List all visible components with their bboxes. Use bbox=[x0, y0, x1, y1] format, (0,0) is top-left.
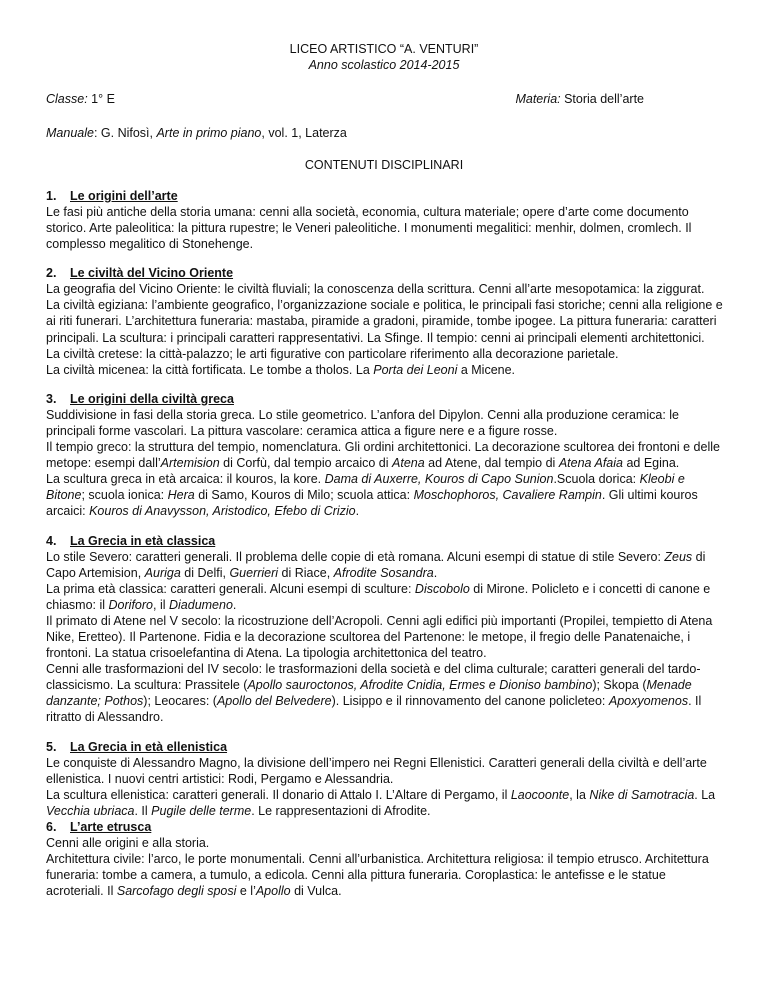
text-run: di Capo Artemision, bbox=[46, 549, 706, 580]
text-run: . Gli ultimi kouros arcaici: bbox=[46, 488, 698, 519]
text-run: di Riace, bbox=[278, 565, 334, 580]
textbook-title: Arte in primo piano bbox=[156, 126, 262, 140]
syllabus-section bbox=[46, 188, 726, 252]
text-run: Suddivisione in fasi della storia greca. Lo stile geometrico. L’anfora del Dipylon. Cenni alla produzione ceramica: le principali forme vascolari. La pittura vascolare: ceramica attica a figure nere e a figure rosse. bbox=[46, 407, 679, 438]
section-title-text: La Grecia in età classica bbox=[70, 533, 216, 548]
textbook-label: Manuale bbox=[46, 126, 94, 140]
italic-text: Zeus bbox=[664, 549, 693, 564]
italic-text: Hera bbox=[167, 488, 195, 503]
text-run: .Scuola dorica: bbox=[553, 472, 640, 487]
section-title bbox=[46, 819, 726, 835]
italic-text: Kleobi e Bitone bbox=[46, 472, 685, 503]
section-title-text: Le origini della civiltà greca bbox=[70, 391, 234, 406]
syllabus-sections bbox=[46, 188, 726, 912]
section-paragraph bbox=[46, 755, 726, 787]
italic-text: Auriga bbox=[144, 565, 181, 580]
section-title-text: Le origini dell’arte bbox=[70, 189, 178, 203]
italic-text: Afrodite Sosandra bbox=[333, 565, 434, 580]
section-paragraph bbox=[46, 204, 726, 252]
italic-text: Guerrieri bbox=[229, 565, 279, 580]
text-run: ; scuola ionica: bbox=[81, 488, 168, 503]
text-run: ); Leocares: ( bbox=[143, 694, 217, 709]
subject-line bbox=[515, 92, 644, 106]
italic-text: Discobolo bbox=[414, 581, 470, 596]
italic-text: Apoxyomenos bbox=[608, 694, 689, 709]
section-paragraph bbox=[46, 407, 726, 439]
text-run: ad Atene, dal tempio di bbox=[424, 456, 559, 471]
section-paragraph bbox=[46, 346, 726, 362]
section-title bbox=[46, 391, 726, 407]
class-label: Classe: bbox=[46, 92, 88, 106]
italic-text: Diadumeno bbox=[168, 597, 233, 612]
section-paragraph bbox=[46, 362, 726, 378]
syllabus-section bbox=[46, 265, 726, 378]
section-paragraph bbox=[46, 581, 726, 613]
text-run: Cenni alle trasformazioni del IV secolo: le trasformazioni della società e del clima culturale; caratteri generali del tardo-classicismo. La scultura: Prassitele ( bbox=[46, 662, 701, 693]
text-run: . La bbox=[694, 787, 716, 802]
section-title bbox=[46, 265, 726, 281]
school-year: Anno scolastico 2014-2015 bbox=[308, 58, 460, 72]
italic-text: Porta dei Leoni bbox=[373, 362, 458, 377]
text-run: La scultura greca in età arcaica: il kouros, la kore. bbox=[46, 472, 325, 487]
italic-text: Dama di Auxerre, Kouros di Capo Sunion bbox=[324, 472, 554, 487]
section-title bbox=[46, 188, 726, 204]
syllabus-section bbox=[46, 819, 726, 899]
section-paragraph bbox=[46, 787, 726, 819]
text-run: Cenni alle origini e alla storia. bbox=[46, 835, 210, 850]
section-number: 3. bbox=[46, 391, 57, 406]
italic-text: Apollo bbox=[255, 884, 291, 899]
school-name: LICEO ARTISTICO “A. VENTURI” bbox=[289, 42, 479, 56]
text-run: ); Skopa ( bbox=[592, 678, 647, 693]
text-run: . bbox=[433, 565, 438, 580]
section-number: 5. bbox=[46, 739, 57, 754]
italic-text: Apollo del Belvedere bbox=[216, 694, 332, 709]
section-title bbox=[46, 533, 726, 549]
text-run: Il primato di Atene nel V secolo: la ricostruzione dell’Acropoli. Cenni agli edifici più importanti (Propilei, tempietto di Atena Nike, Eretteo). Il Partenone. Fidia e la decorazione scultorea del Partenone: le metope, il fregio delle Panatenaiche, i frontoni. La statua crisoelefantina di Atena. La tipologia architettonica del teatro. bbox=[46, 613, 713, 661]
text-run: La civiltà cretese: la città-palazzo; le arti figurative con particolare riferimento alla decorazione parietale. bbox=[46, 346, 619, 361]
italic-text: Menade danzante; Pothos bbox=[46, 678, 692, 709]
section-paragraph bbox=[46, 439, 726, 471]
italic-text: Atena bbox=[392, 456, 425, 471]
section-paragraph bbox=[46, 281, 726, 297]
italic-text: Laocoonte bbox=[510, 787, 570, 802]
italic-text: Doriforo bbox=[108, 597, 153, 612]
italic-text: Artemision bbox=[160, 456, 220, 471]
italic-text: Sarcofago degli sposi bbox=[116, 884, 237, 899]
section-title-text: La Grecia in età ellenistica bbox=[70, 739, 228, 754]
section-paragraph bbox=[46, 549, 726, 581]
section-title bbox=[46, 739, 726, 755]
text-run: . Il ritratto di Alessandro. bbox=[46, 694, 702, 725]
italic-text: Atena Afaia bbox=[558, 456, 623, 471]
italic-text: Nike di Samotracia bbox=[589, 787, 695, 802]
text-run: Lo stile Severo: caratteri generali. Il problema delle copie di età romana. Alcuni esempi di statue di stile Severo: bbox=[46, 549, 665, 564]
text-run: di Vulca. bbox=[290, 884, 342, 899]
section-paragraph bbox=[46, 471, 726, 519]
syllabus-section bbox=[46, 739, 726, 819]
text-run: di Samo, Kouros di Milo; scuola attica: bbox=[194, 488, 414, 503]
textbook-volume: , vol. 1, Laterza bbox=[261, 126, 347, 140]
syllabus-section bbox=[46, 391, 726, 520]
textbook-author: : G. Nifosì, bbox=[93, 126, 157, 140]
text-run: La prima età classica: caratteri generali. Alcuni esempi di sculture: bbox=[46, 581, 415, 596]
text-run: di Corfù, dal tempio arcaico di bbox=[219, 456, 393, 471]
italic-text: Apollo sauroctonos, Afrodite Cnidia, Ermes e Dioniso bambino bbox=[247, 678, 593, 693]
section-number: 2. bbox=[46, 266, 57, 281]
syllabus-section bbox=[46, 533, 726, 726]
italic-text: Pugile delle terme bbox=[151, 803, 252, 818]
text-run: . Il bbox=[134, 803, 152, 818]
text-run: Architettura civile: l’arco, le porte monumentali. Cenni all’urbanistica. Architettura religiosa: il tempio etrusco. Architettura funeraria: tombe a camera, a tumulo, a edicola. Cenni alla pittura funeraria. Coroplastica: le antefisse e le statue acroteriali. Il bbox=[46, 852, 709, 899]
text-run: La civiltà micenea: la città fortificata. Le tombe a tholos. La bbox=[46, 362, 374, 377]
class-line bbox=[46, 92, 115, 106]
section-title-text: Le civiltà del Vicino Oriente bbox=[70, 266, 234, 281]
section-number: 1. bbox=[46, 189, 57, 203]
text-run: e l’ bbox=[236, 884, 256, 899]
text-run: ). Lisippo e il rinnovamento del canone policleteo: bbox=[331, 694, 609, 709]
text-run: La civiltà egiziana: l’ambiente geografico, l’organizzazione sociale e politica, le principali fasi storiche; cenni alla religione e ai riti funerari. L’architettura funeraria: mastaba, piramide a gradoni, piramide, tombe ipogee. La pittura funeraria: caratteri principali. La scultura: i principali caratteri rappresentativi. La Sfinge. Il tempio: cenni ai principali elementi architettonici. bbox=[46, 298, 723, 345]
section-paragraph bbox=[46, 613, 726, 661]
section-title-text: L’arte etrusca bbox=[70, 819, 152, 834]
italic-text: Moschophoros, Cavaliere Rampin bbox=[413, 488, 602, 503]
text-run: La geografia del Vicino Oriente: le civiltà fluviali; la conoscenza della scrittura. Cenni all’arte mesopotamica: la ziggurat. bbox=[46, 282, 705, 297]
subject-label: Materia: bbox=[515, 92, 561, 106]
section-heading: CONTENUTI DISCIPLINARI bbox=[304, 158, 464, 172]
text-run: ad Egina. bbox=[622, 456, 680, 471]
subject-value: Storia dell’arte bbox=[560, 92, 644, 106]
italic-text: Vecchia ubriaca bbox=[46, 803, 135, 818]
italic-text: Kouros di Anavysson, Aristodico, Efebo di Crizio bbox=[89, 504, 356, 519]
textbook-line bbox=[46, 126, 347, 140]
text-run: Il tempio greco: la struttura del tempio, nomenclatura. Gli ordini architettonici. La decorazione scultorea dei frontoni e delle metope: esempi dall’ bbox=[46, 440, 720, 471]
class-value: 1° E bbox=[87, 92, 115, 106]
text-run: a Micene. bbox=[457, 362, 516, 377]
text-run: . Le rappresentazioni di Afrodite. bbox=[251, 803, 431, 818]
text-run: Le fasi più antiche della storia umana: cenni alla società, economia, cultura materiale; opere d’arte come documento storico. Arte paleolitica: la pittura rupestre; le Veneri paleolitiche. I monumenti megalitici: menhir, dolmen, cromlech. Il complesso megalitico di Stonehenge. bbox=[46, 205, 692, 252]
text-run: di Mirone. Policleto e i concetti di canone e chiasmo: il bbox=[46, 581, 711, 612]
section-number: 6. bbox=[46, 819, 57, 834]
section-paragraph bbox=[46, 661, 726, 725]
section-paragraph bbox=[46, 297, 726, 345]
text-run: Le conquiste di Alessandro Magno, la divisione dell’impero nei Regni Ellenistici. Caratteri generali della civiltà e dell’arte ellenistica. I nuovi centri artistici: Rodi, Pergamo e Alessandria. bbox=[46, 755, 707, 786]
text-run: . bbox=[355, 504, 360, 519]
section-paragraph bbox=[46, 835, 726, 851]
text-run: , la bbox=[569, 787, 590, 802]
text-run: La scultura ellenistica: caratteri generali. Il donario di Attalo I. L’Altare di Pergamo, il bbox=[46, 787, 511, 802]
section-paragraph bbox=[46, 851, 726, 899]
text-run: . bbox=[232, 597, 237, 612]
section-number: 4. bbox=[46, 533, 57, 548]
text-run: di Delfi, bbox=[180, 565, 230, 580]
text-run: , il bbox=[153, 597, 169, 612]
